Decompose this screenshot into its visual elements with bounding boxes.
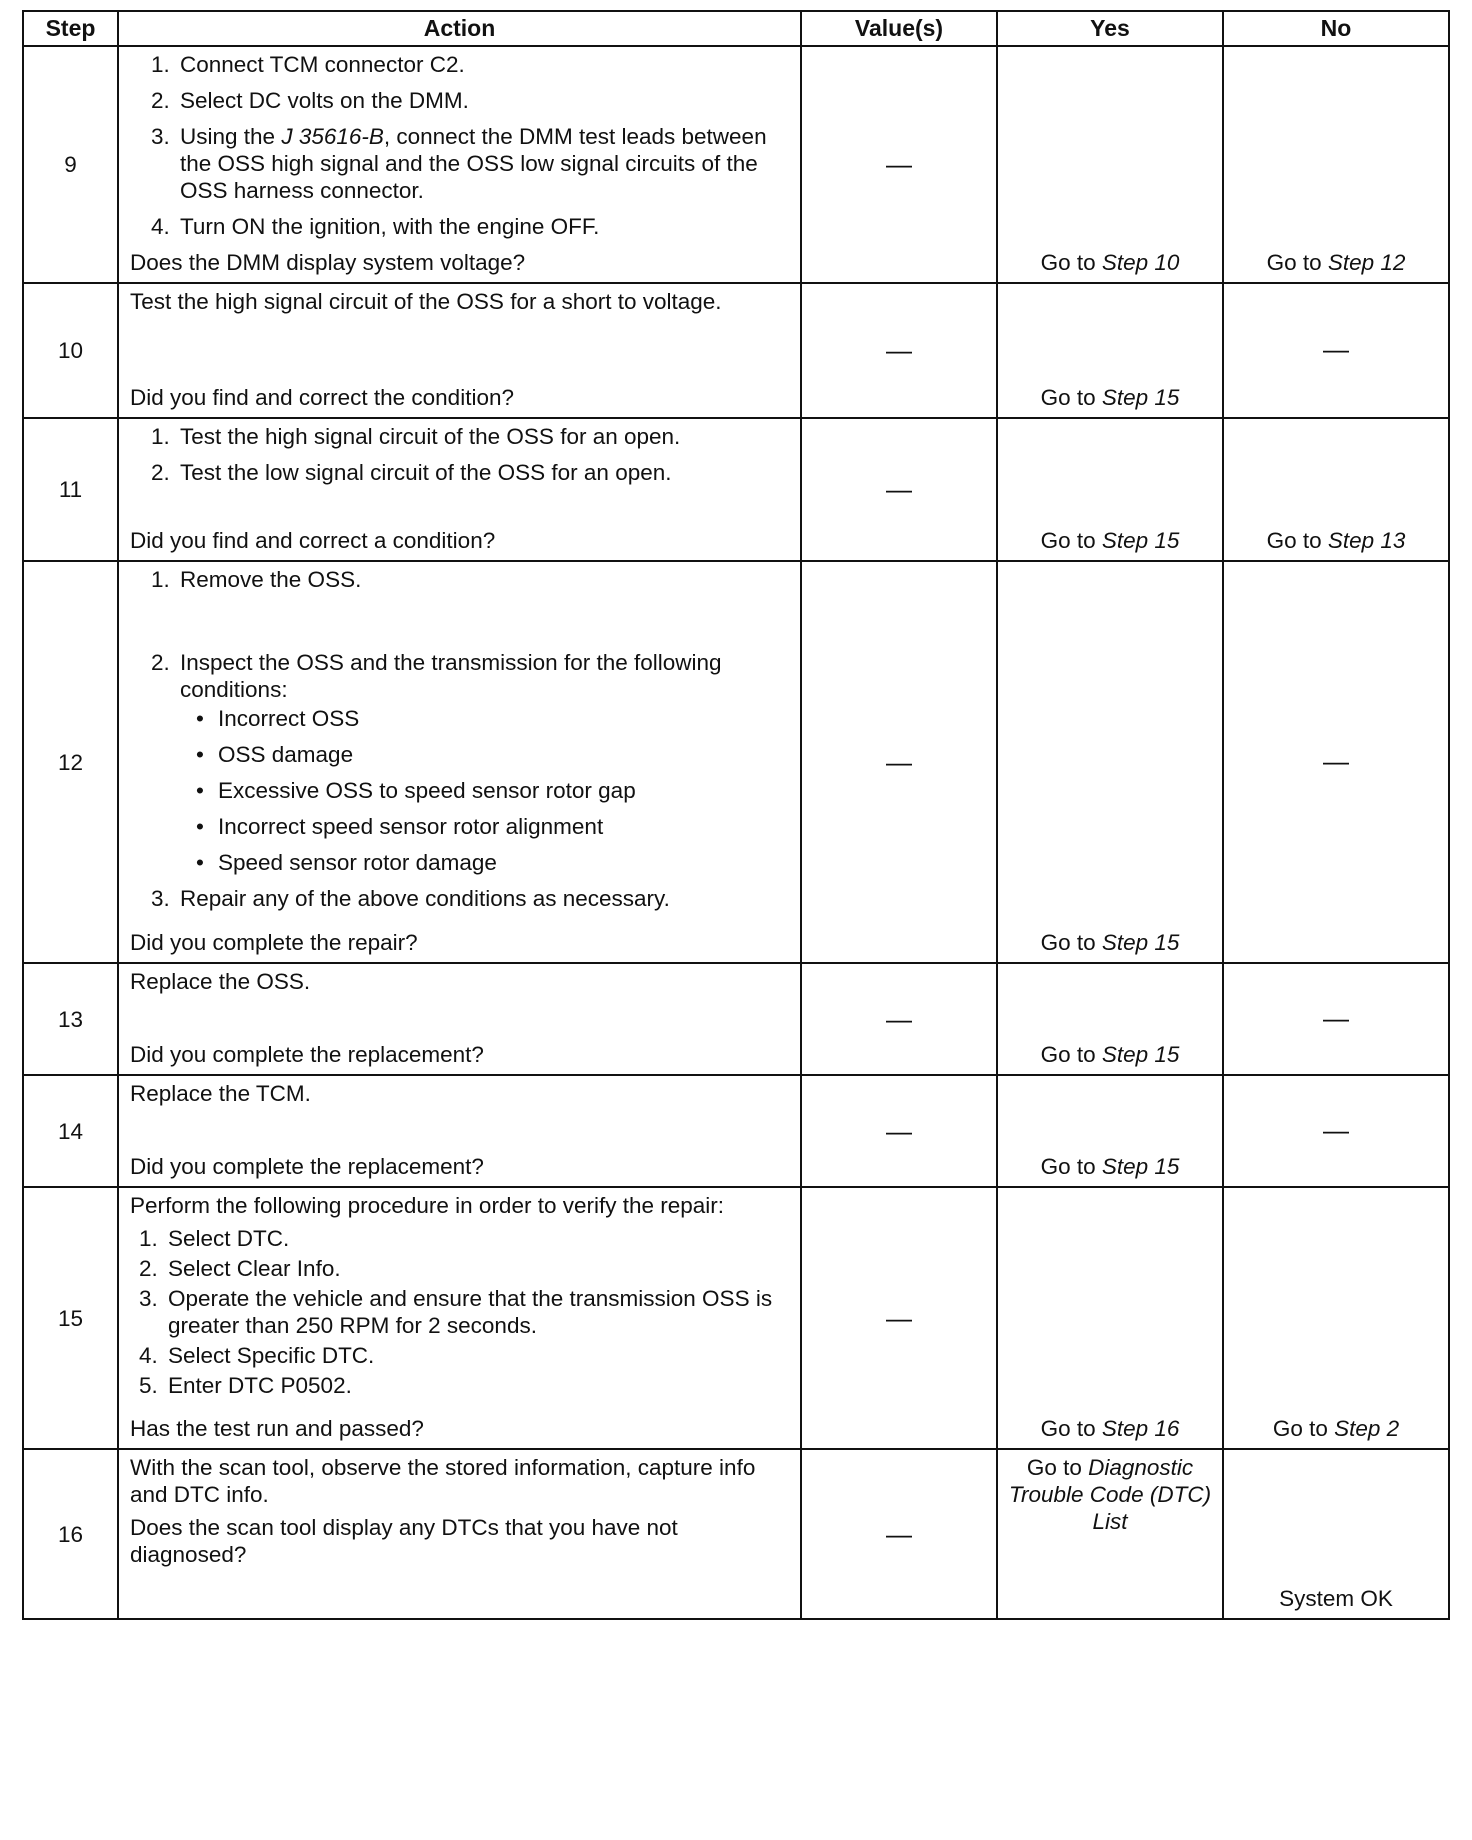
action-text: Replace the TCM. xyxy=(130,1081,311,1106)
header-yes: Yes xyxy=(997,11,1223,46)
action-cell xyxy=(118,1187,801,1449)
action-item: 2. Inspect the OSS and the transmission for the following conditions: • Incorrect OSS • OSS damage • Excessive OSS to speed sensor rotor gap • Incorrect speed sensor rotor alignment • Speed sensor rotor damage xyxy=(176,649,788,876)
table-row-step-13 xyxy=(23,963,1449,1075)
yes-goto-link[interactable]: Go to Diagnostic Trouble Code (DTC) List xyxy=(1008,1455,1212,1534)
action-cell xyxy=(118,1449,801,1619)
action-list xyxy=(130,566,788,912)
no-goto-link[interactable]: Go to Step 13 xyxy=(1266,528,1406,553)
step-question: Did you complete the replacement? xyxy=(130,1042,484,1067)
diagnostic-table-page xyxy=(22,10,1448,1620)
action-text: With the scan tool, observe the stored information, capture info and DTC info. xyxy=(130,1455,756,1507)
action-cell xyxy=(118,963,801,1075)
yes-goto-link[interactable]: Go to Step 15 xyxy=(1040,385,1180,410)
bullet-item: • Speed sensor rotor damage xyxy=(214,849,788,876)
no-cell xyxy=(1223,561,1449,963)
action-item: 3. Operate the vehicle and ensure that the transmission OSS is greater than 250 RPM for 2 seconds. xyxy=(164,1285,788,1339)
action-text: Replace the OSS. xyxy=(130,969,311,994)
value-cell: — xyxy=(801,963,997,1075)
no-goto-link[interactable]: Go to Step 12 xyxy=(1266,250,1406,275)
value-cell: — xyxy=(801,561,997,963)
step-number: 12 xyxy=(23,561,118,963)
action-cell xyxy=(118,46,801,283)
bullet-item: • Incorrect OSS xyxy=(214,705,788,732)
no-cell xyxy=(1223,283,1449,418)
step-number: 13 xyxy=(23,963,118,1075)
action-item: 1. Connect TCM connector C2. xyxy=(176,51,788,78)
yes-cell xyxy=(997,561,1223,963)
yes-cell xyxy=(997,283,1223,418)
header-values: Value(s) xyxy=(801,11,997,46)
yes-goto-link[interactable]: Go to Step 15 xyxy=(1040,1042,1180,1067)
action-cell xyxy=(118,283,801,418)
no-dash: — xyxy=(1323,1114,1349,1145)
yes-cell xyxy=(997,1187,1223,1449)
step-number: 9 xyxy=(23,46,118,283)
action-item: 1. Select DTC. xyxy=(164,1225,788,1252)
action-item: 4. Turn ON the ignition, with the engine OFF. xyxy=(176,213,788,240)
no-goto-link[interactable]: Go to Step 2 xyxy=(1272,1416,1400,1441)
action-list xyxy=(130,1225,788,1399)
table-row-step-12 xyxy=(23,561,1449,963)
system-ok-text: System OK xyxy=(1279,1586,1393,1611)
step-question: Did you find and correct the condition? xyxy=(130,385,514,410)
yes-cell xyxy=(997,963,1223,1075)
action-item: 5. Enter DTC P0502. xyxy=(164,1372,788,1399)
diagnostic-steps-table xyxy=(22,10,1450,1620)
no-dash: — xyxy=(1323,1002,1349,1033)
table-row-step-9 xyxy=(23,46,1449,283)
step-question: Does the scan tool display any DTCs that you have not diagnosed? xyxy=(130,1515,678,1567)
no-cell xyxy=(1223,1187,1449,1449)
no-cell xyxy=(1223,418,1449,561)
no-cell xyxy=(1223,963,1449,1075)
table-row-step-11 xyxy=(23,418,1449,561)
yes-cell xyxy=(997,46,1223,283)
table-row-step-15 xyxy=(23,1187,1449,1449)
action-text: Test the high signal circuit of the OSS for a short to voltage. xyxy=(130,289,722,314)
step-number: 10 xyxy=(23,283,118,418)
step-question: Did you find and correct a condition? xyxy=(130,528,496,553)
yes-cell xyxy=(997,418,1223,561)
action-cell xyxy=(118,561,801,963)
action-item: 4. Select Specific DTC. xyxy=(164,1342,788,1369)
no-cell xyxy=(1223,1449,1449,1619)
table-header-row xyxy=(23,11,1449,46)
action-list xyxy=(130,51,788,240)
action-item: 3. Repair any of the above conditions as necessary. xyxy=(176,885,788,912)
no-cell xyxy=(1223,1075,1449,1187)
action-item: 1. Test the high signal circuit of the OSS for an open. xyxy=(176,423,788,450)
yes-cell xyxy=(997,1449,1223,1619)
action-list xyxy=(130,423,788,488)
yes-cell xyxy=(997,1075,1223,1187)
no-dash: — xyxy=(1323,745,1349,776)
no-cell xyxy=(1223,46,1449,283)
step-number: 15 xyxy=(23,1187,118,1449)
yes-goto-link[interactable]: Go to Step 15 xyxy=(1040,528,1180,553)
table-row-step-16 xyxy=(23,1449,1449,1619)
action-cell xyxy=(118,418,801,561)
action-item: 2. Test the low signal circuit of the OSS for an open. xyxy=(176,459,788,486)
yes-goto-link[interactable]: Go to Step 16 xyxy=(1040,1416,1180,1441)
value-cell: — xyxy=(801,1187,997,1449)
action-item: 2. Select DC volts on the DMM. xyxy=(176,87,788,114)
bullet-item: • Incorrect speed sensor rotor alignment xyxy=(214,813,788,840)
action-item: 3. Using the J 35616-B, connect the DMM test leads between the OSS high signal and the OSS low signal circuits of the OSS harness connector. xyxy=(176,123,788,204)
bullet-item: • Excessive OSS to speed sensor rotor gap xyxy=(214,777,788,804)
value-cell: — xyxy=(801,418,997,561)
step-question: Does the DMM display system voltage? xyxy=(130,250,526,275)
action-text: Perform the following procedure in order to verify the repair: xyxy=(130,1193,725,1218)
action-item: 1. Remove the OSS. xyxy=(176,566,788,593)
value-cell: — xyxy=(801,283,997,418)
step-question: Did you complete the repair? xyxy=(130,930,418,955)
yes-goto-link[interactable]: Go to Step 10 xyxy=(1040,250,1180,275)
yes-goto-link[interactable]: Go to Step 15 xyxy=(1040,1154,1180,1179)
condition-bullet-list xyxy=(180,705,788,876)
header-step: Step xyxy=(23,11,118,46)
yes-goto-link[interactable]: Go to Step 15 xyxy=(1040,930,1180,955)
value-cell: — xyxy=(801,1449,997,1619)
step-number: 14 xyxy=(23,1075,118,1187)
step-number: 16 xyxy=(23,1449,118,1619)
action-item: 2. Select Clear Info. xyxy=(164,1255,788,1282)
action-cell xyxy=(118,1075,801,1187)
step-number: 11 xyxy=(23,418,118,561)
step-question: Has the test run and passed? xyxy=(130,1416,424,1441)
header-action: Action xyxy=(118,11,801,46)
no-dash: — xyxy=(1323,334,1349,364)
bullet-item: • OSS damage xyxy=(214,741,788,768)
step-question: Did you complete the replacement? xyxy=(130,1154,484,1179)
header-no: No xyxy=(1223,11,1449,46)
table-row-step-14 xyxy=(23,1075,1449,1187)
value-cell: — xyxy=(801,1075,997,1187)
value-cell: — xyxy=(801,46,997,283)
table-row-step-10 xyxy=(23,283,1449,418)
